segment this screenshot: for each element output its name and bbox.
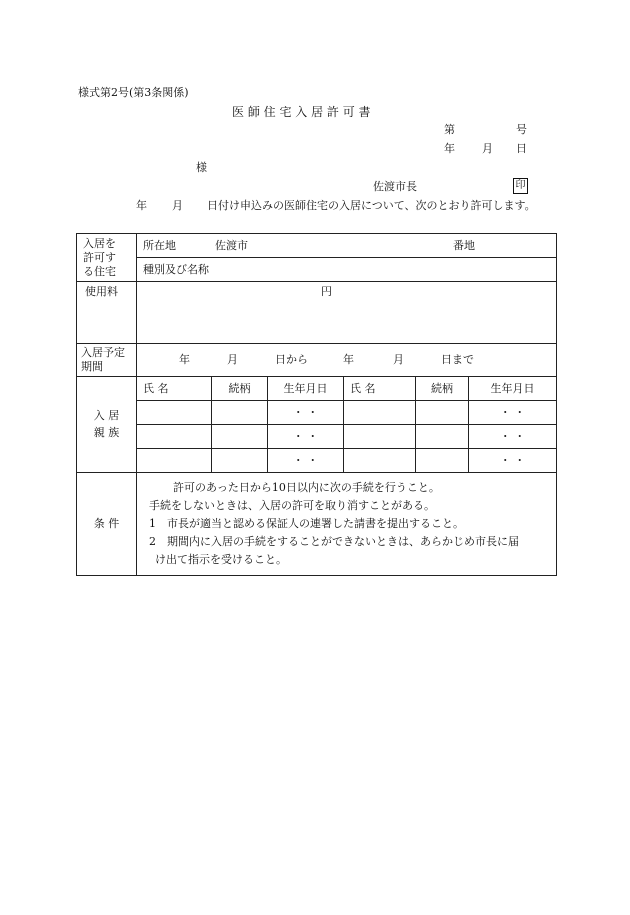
family-relation-cell[interactable] — [416, 424, 469, 448]
condition-line: 2 期間内に入居の手続をすることができないときは、あらかじめ市長に届 — [149, 534, 519, 548]
family-name-cell[interactable] — [137, 424, 212, 448]
period-to-month: 月 — [393, 353, 404, 367]
family-relation-cell[interactable] — [416, 448, 469, 472]
period-from-year: 年 — [179, 353, 190, 367]
col-relation-2: 続柄 — [416, 376, 469, 400]
family-relation-cell[interactable] — [212, 424, 268, 448]
family-birth-cell[interactable]: ・ ・ — [469, 424, 557, 448]
date-year: 年 — [444, 142, 455, 155]
location-city: 佐渡市 — [215, 239, 248, 252]
period-to-day: 日まで — [441, 353, 474, 367]
family-relation-cell[interactable] — [416, 400, 469, 424]
family-name-cell[interactable] — [344, 400, 416, 424]
intro-text: 日付け申込みの医師住宅の入居について、次のとおり許可します。 — [207, 199, 536, 212]
family-name-cell[interactable] — [344, 424, 416, 448]
addressee-suffix: 様 — [196, 161, 207, 174]
family-birth-cell[interactable]: ・ ・ — [469, 448, 557, 472]
seal-mark: 印 — [513, 178, 528, 194]
period-label-cell — [77, 344, 137, 377]
issuer-name: 佐渡市長 — [373, 180, 417, 193]
type-cell — [137, 258, 557, 282]
number-suffix: 号 — [516, 123, 527, 136]
lot-label: 番地 — [453, 239, 475, 252]
family-birth-cell[interactable]: ・ ・ — [268, 424, 344, 448]
family-row — [77, 400, 557, 424]
family-name-cell[interactable] — [137, 448, 212, 472]
type-label: 種別及び名称 — [143, 263, 209, 277]
condition-line: 許可のあった日から10日以内に次の手続を行うこと。 — [173, 480, 440, 494]
fee-label: 使用料 — [77, 282, 137, 344]
period-label: 入居予定期間 — [81, 346, 125, 373]
family-birth-cell[interactable]: ・ ・ — [268, 448, 344, 472]
form-number: 様式第2号(第3条関係) — [78, 86, 189, 99]
fee-cell — [137, 282, 557, 344]
location-cell — [137, 234, 557, 258]
family-birth-cell[interactable]: ・ ・ — [268, 400, 344, 424]
housing-label-cell — [77, 234, 137, 282]
col-name-2: 氏 名 — [344, 376, 416, 400]
col-birth-1: 生年月日 — [268, 376, 344, 400]
date-month: 月 — [482, 142, 493, 155]
period-from-month: 月 — [227, 353, 238, 367]
col-relation-1: 続柄 — [212, 376, 268, 400]
housing-label: 入居を許可する住宅 — [83, 237, 116, 278]
family-label-cell — [77, 376, 137, 472]
condition-line: 手続をしないときは、入居の許可を取り消すことがある。 — [149, 498, 435, 512]
permit-form-table — [76, 233, 557, 576]
family-row — [77, 448, 557, 472]
period-from-day: 日から — [275, 353, 308, 367]
family-relation-cell[interactable] — [212, 448, 268, 472]
family-name-cell[interactable] — [137, 400, 212, 424]
family-name-cell[interactable] — [344, 448, 416, 472]
condition-line: け出て指示を受けること。 — [155, 552, 287, 566]
col-birth-2: 生年月日 — [469, 376, 557, 400]
family-relation-cell[interactable] — [212, 400, 268, 424]
intro-year: 年 — [136, 199, 147, 212]
family-label: 入 居 親 族 — [93, 408, 120, 440]
family-birth-cell[interactable]: ・ ・ — [469, 400, 557, 424]
intro-month: 月 — [172, 199, 183, 212]
period-to-year: 年 — [343, 353, 354, 367]
period-cell — [137, 344, 557, 377]
condition-line: 1 市長が適当と認める保証人の連署した請書を提出すること。 — [149, 516, 464, 530]
conditions-label-cell — [77, 472, 137, 575]
document-title: 医 師 住 宅 入 居 許 可 書 — [232, 105, 371, 119]
fee-unit: 円 — [321, 285, 332, 299]
number-prefix: 第 — [444, 123, 455, 136]
col-name-1: 氏 名 — [137, 376, 212, 400]
date-day: 日 — [516, 142, 527, 155]
conditions-cell — [137, 472, 557, 575]
conditions-label: 条 件 — [93, 517, 120, 531]
family-row — [77, 424, 557, 448]
location-label: 所在地 — [143, 239, 176, 252]
